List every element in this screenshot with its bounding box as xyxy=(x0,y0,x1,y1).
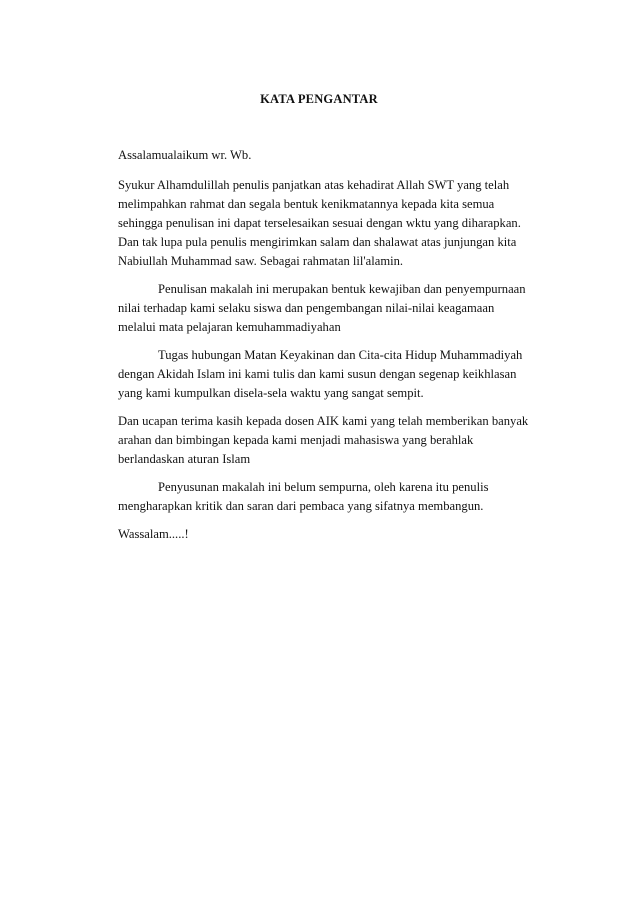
page-title: KATA PENGANTAR xyxy=(260,92,378,106)
paragraph-line: berlandaskan aturan Islam xyxy=(118,452,251,466)
paragraph-line: dengan Akidah Islam ini kami tulis dan kami susun dengan segenap keikhlasan xyxy=(118,367,517,381)
paragraph-line: Dan tak lupa pula penulis mengirimkan salam dan shalawat atas junjungan kita xyxy=(118,235,517,249)
paragraph-line: sehingga penulisan ini dapat terselesaikan sesuai dengan wktu yang diharapkan. xyxy=(118,216,521,230)
paragraph-line: arahan dan bimbingan kepada kami menjadi mahasiswa yang berahlak xyxy=(118,433,474,447)
paragraph-3 xyxy=(118,346,548,403)
document-body xyxy=(118,146,548,553)
paragraph-line: Dan ucapan terima kasih kepada dosen AIK kami yang telah memberikan banyak xyxy=(118,414,529,428)
closing-line: Wassalam.....! xyxy=(118,527,189,541)
closing xyxy=(118,525,548,544)
paragraph-line: Nabiullah Muhammad saw. Sebagai rahmatan lil'alamin. xyxy=(118,254,404,268)
paragraph-5 xyxy=(118,478,548,516)
paragraph-1 xyxy=(118,176,548,271)
paragraph-line: Syukur Alhamdulillah penulis panjatkan atas kehadirat Allah SWT yang telah xyxy=(118,178,510,192)
paragraph-line: melimpahkan rahmat dan segala bentuk kenikmatannya kepada kita semua xyxy=(118,197,495,211)
paragraph-line: Penyusunan makalah ini belum sempurna, oleh karena itu penulis xyxy=(158,480,489,494)
paragraph-4 xyxy=(118,412,548,469)
paragraph-line: nilai terhadap kami selaku siswa dan pengembangan nilai-nilai keagamaan xyxy=(118,301,495,315)
greeting xyxy=(118,146,548,165)
paragraph-line: Penulisan makalah ini merupakan bentuk kewajiban dan penyempurnaan xyxy=(158,282,526,296)
paragraph-line: Tugas hubungan Matan Keyakinan dan Cita-cita Hidup Muhammadiyah xyxy=(158,348,523,362)
paragraph-line: melalui mata pelajaran kemuhammadiyahan xyxy=(118,320,341,334)
paragraph-line: mengharapkan kritik dan saran dari pembaca yang sifatnya membangun. xyxy=(118,499,484,513)
paragraph-line: yang kami kumpulkan disela-sela waktu yang sangat sempit. xyxy=(118,386,424,400)
paragraph-2 xyxy=(118,280,548,337)
greeting-line: Assalamualaikum wr. Wb. xyxy=(118,148,252,162)
